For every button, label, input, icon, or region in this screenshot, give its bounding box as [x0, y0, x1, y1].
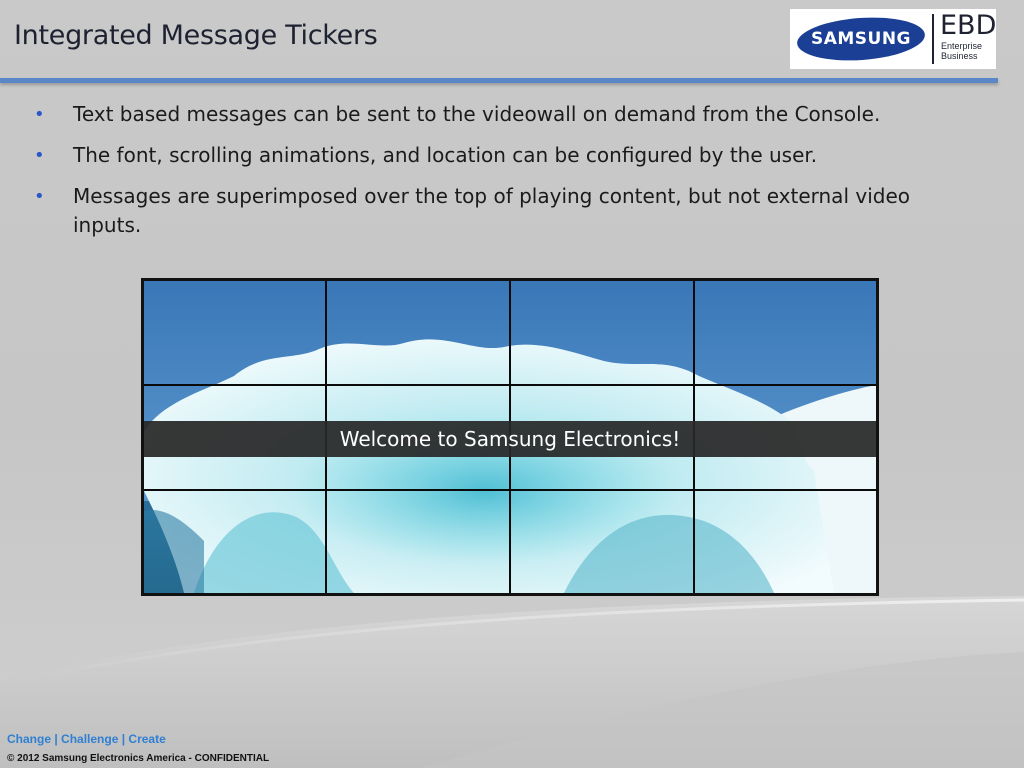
bullet-icon: • [34, 145, 45, 166]
message-ticker [144, 421, 876, 457]
grid-line [144, 384, 876, 386]
bullet-text: The font, scrolling animations, and location can be configured by the user. [73, 143, 818, 167]
slide-title: Integrated Message Tickers [14, 20, 378, 51]
bullet-item [30, 182, 960, 240]
bullet-list [30, 100, 960, 252]
footer-copyright: © 2012 Samsung Electronics America - CONFIDENTIAL [7, 753, 270, 764]
bullet-item [30, 141, 960, 170]
ticker-text: Welcome to Samsung Electronics! [339, 427, 681, 451]
samsung-logo-ellipse [796, 14, 927, 65]
bullet-item [30, 100, 960, 129]
samsung-ebd-logo [790, 9, 996, 69]
bullet-text: Text based messages can be sent to the videowall on demand from the Console. [73, 102, 881, 126]
bullet-text: Messages are superimposed over the top of playing content, but not external video inputs. [73, 184, 910, 237]
footer-tagline: Change | Challenge | Create [7, 732, 166, 746]
videowall-content [144, 281, 876, 593]
bullet-icon: • [34, 186, 45, 207]
samsung-wordmark: SAMSUNG [810, 29, 912, 49]
videowall-preview [141, 278, 879, 596]
logo-divider [932, 14, 934, 64]
logo-subtitle: Enterprise Business [941, 41, 983, 61]
grid-line [144, 489, 876, 491]
title-rule [0, 78, 998, 83]
logo-unit: EBD [940, 10, 997, 41]
bullet-icon: • [34, 104, 45, 125]
